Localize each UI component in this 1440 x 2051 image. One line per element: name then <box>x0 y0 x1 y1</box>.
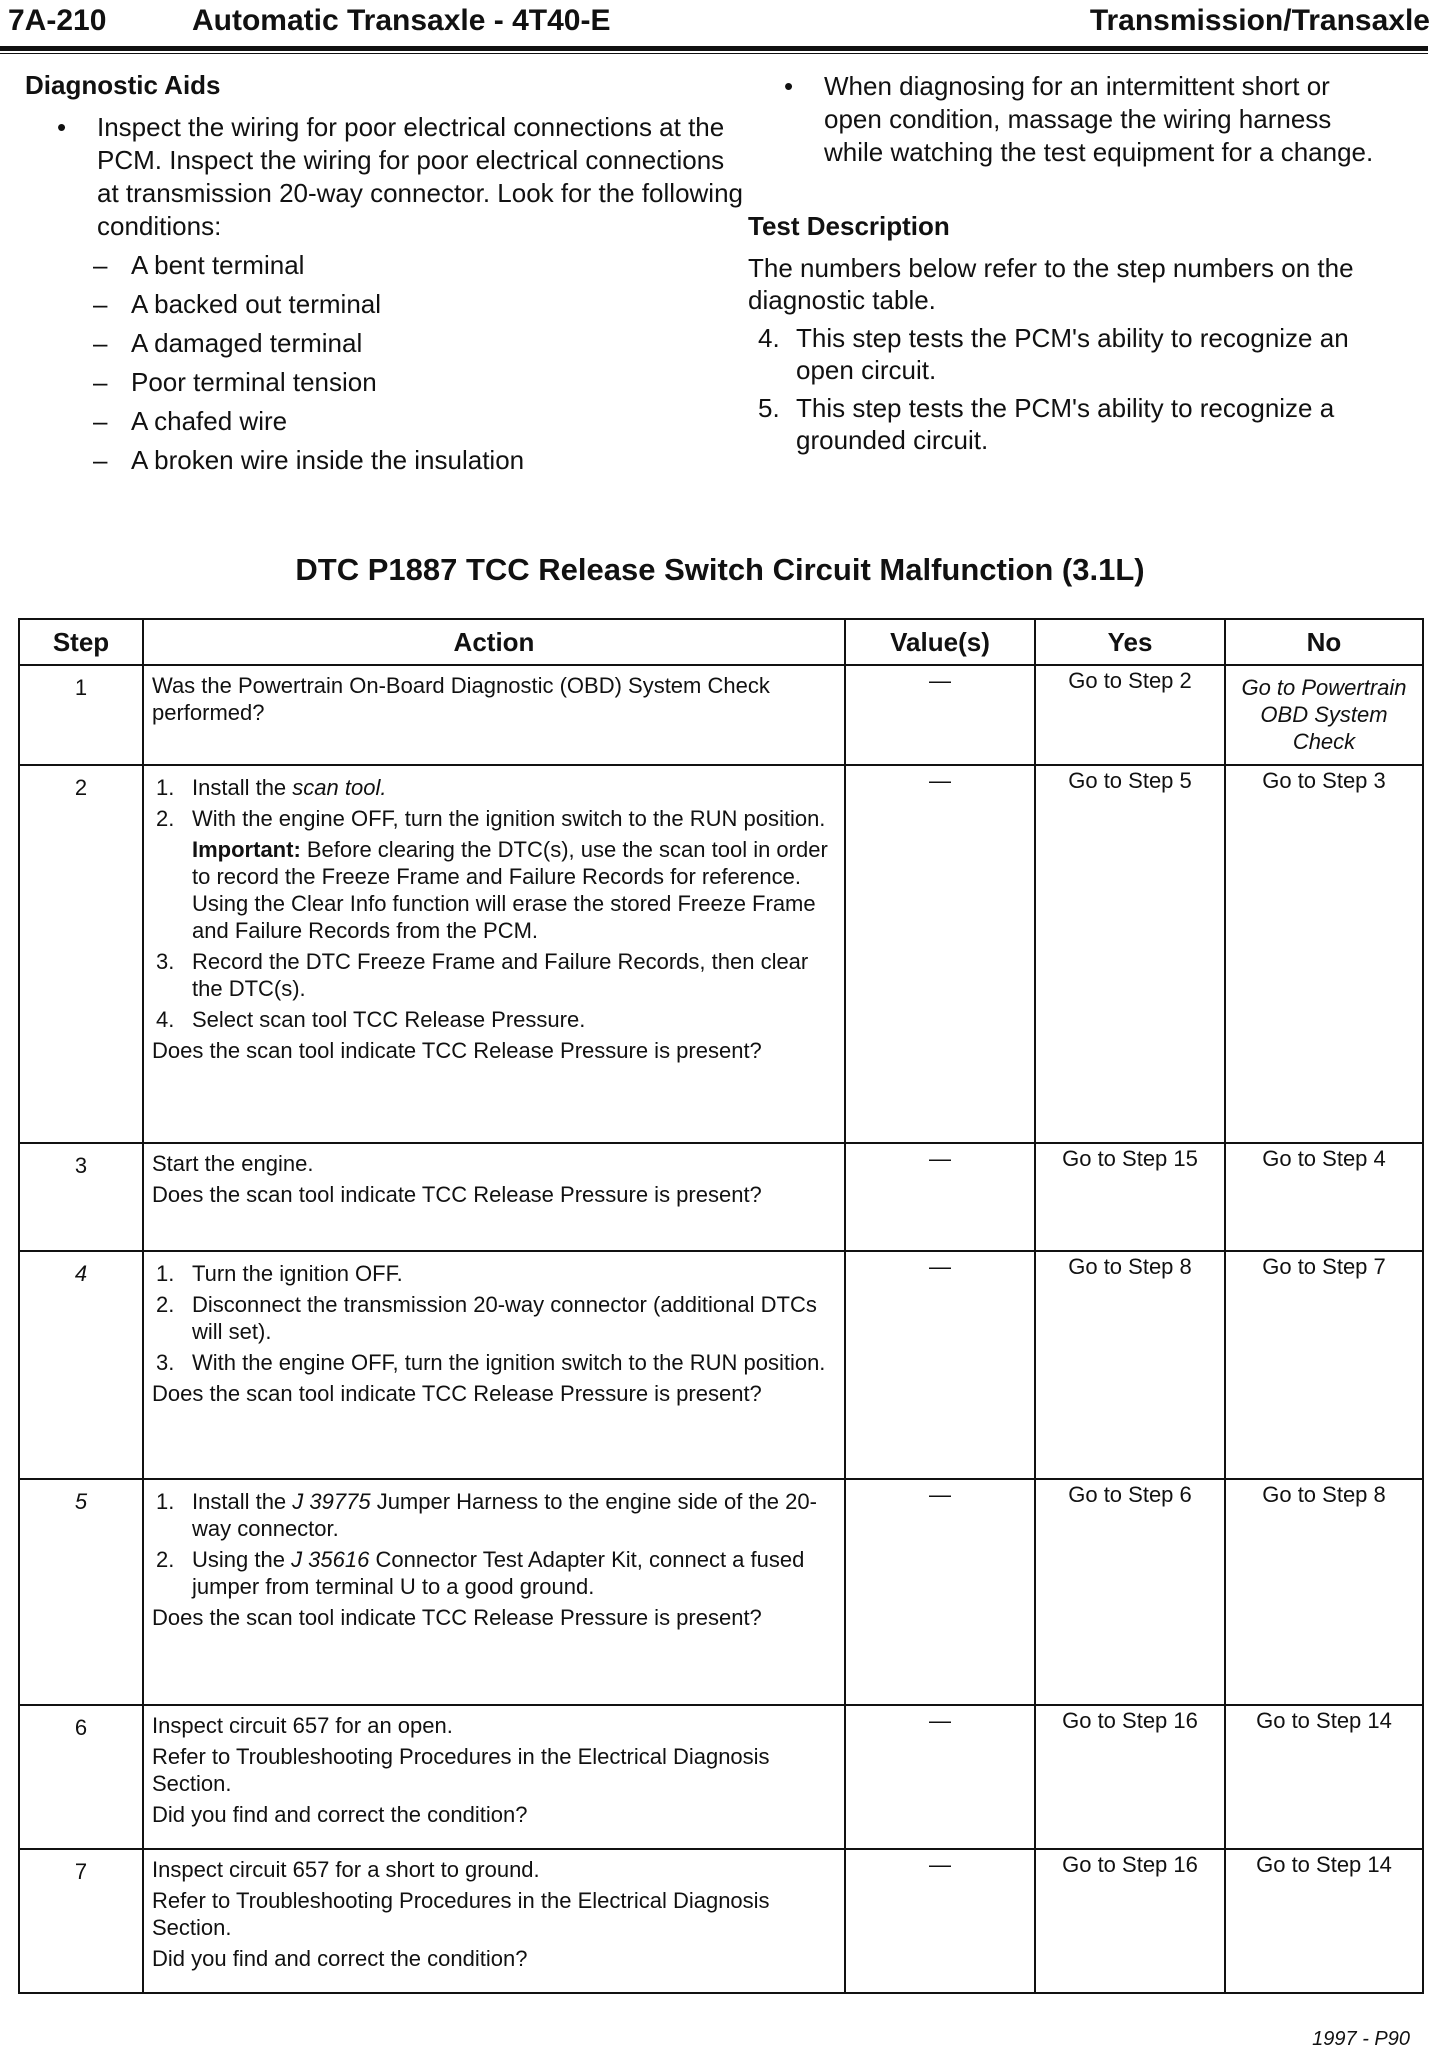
header-rule-thin <box>0 53 1428 54</box>
action-cell: Inspect circuit 657 for a short to ground. Refer to Troubleshooting Procedures in the Electrical Diagnosis Section. Did you find and correct the condition? <box>143 1849 845 1993</box>
yes-cell: Go to Step 2 <box>1035 665 1225 765</box>
table-row <box>19 765 1423 1143</box>
step-number: 2 <box>19 765 143 1143</box>
no-cell: Go to Step 8 <box>1225 1479 1423 1705</box>
value-cell: — <box>845 1251 1035 1479</box>
no-cell: Go to Step 3 <box>1225 765 1423 1143</box>
section-title: Transmission/Transaxle <box>1089 4 1430 37</box>
header-values: Value(s) <box>845 619 1035 665</box>
value-cell: — <box>845 1849 1035 1993</box>
header-action: Action <box>143 619 845 665</box>
value-cell: — <box>845 765 1035 1143</box>
page-title: Automatic Transaxle - 4T40-E <box>192 4 611 37</box>
yes-cell: Go to Step 15 <box>1035 1143 1225 1251</box>
value-cell: — <box>845 665 1035 765</box>
table-row <box>19 1251 1423 1479</box>
table-header-row <box>19 619 1423 665</box>
condition-item: – A damaged terminal <box>93 328 363 358</box>
step-number: 6 <box>19 1705 143 1849</box>
action-cell: Start the engine. Does the scan tool indicate TCC Release Pressure is present? <box>143 1143 845 1251</box>
table-row <box>19 665 1423 765</box>
test-description-title: Test Description <box>748 211 950 241</box>
no-cell: Go to Step 4 <box>1225 1143 1423 1251</box>
table-row <box>19 1705 1423 1849</box>
yes-cell: Go to Step 5 <box>1035 765 1225 1143</box>
diagnostic-table <box>18 618 1424 1994</box>
step-number: 7 <box>19 1849 143 1993</box>
step-number: 1 <box>19 665 143 765</box>
dash-icon: – <box>93 445 108 475</box>
bullet-icon: • <box>57 112 67 142</box>
header-no: No <box>1225 619 1423 665</box>
condition-item: – A bent terminal <box>93 250 305 280</box>
action-cell: 1. Install the J 39775 Jumper Harness to the engine side of the 20-way connector. 2. Using the J 35616 Connector Test Adapter Kit, connect a fused jumper from terminal U to a good ground. Does the scan tool indicate TCC Release Pressure is present? <box>143 1479 845 1705</box>
step-number: 5 <box>19 1479 143 1705</box>
step-number: 4 <box>19 1251 143 1479</box>
action-cell: Inspect circuit 657 for an open. Refer to Troubleshooting Procedures in the Electrical Diagnosis Section. Did you find and correct the condition? <box>143 1705 845 1849</box>
value-cell: — <box>845 1143 1035 1251</box>
no-cell: Go to Step 14 <box>1225 1849 1423 1993</box>
dash-icon: – <box>93 406 108 436</box>
step-number: 3 <box>19 1143 143 1251</box>
action-cell: 1. Install the scan tool. 2. With the engine OFF, turn the ignition switch to the RUN position. Important: Before clearing the DTC(s), use the scan tool in order to record the Freeze Frame and Failure Records for reference. Using the Clear Info function will erase the stored Freeze Frame and Failure Records from the PCM. 3. Record the DTC Freeze Frame and Failure Records, then clear the DTC(s). 4. Select scan tool TCC Release Pressure. Does the scan tool indicate TCC Release Pressure is present? <box>143 765 845 1143</box>
important-note: Important: Before clearing the DTC(s), use the scan tool in order to record the Freeze Frame and Failure Records for reference. Using the Clear Info function will erase the stored Freeze Frame and Failure Records from the PCM. <box>192 837 828 943</box>
yes-cell: Go to Step 16 <box>1035 1849 1225 1993</box>
bullet-text: When diagnosing for an intermittent short or open condition, massage the wiring harness while watching the test equipment for a change. <box>824 71 1374 167</box>
condition-item: – Poor terminal tension <box>93 367 377 397</box>
test-description-item: 5. This step tests the PCM's ability to recognize a grounded circuit. <box>758 393 1335 455</box>
no-cell: Go to Step 7 <box>1225 1251 1423 1479</box>
page-code: 7A-210 <box>8 4 107 37</box>
yes-cell: Go to Step 16 <box>1035 1705 1225 1849</box>
diagnostic-aids-bullet-2 <box>748 70 1388 169</box>
yes-cell: Go to Step 8 <box>1035 1251 1225 1479</box>
test-description-intro: The numbers below refer to the step numbers on the diagnostic table. <box>748 253 1354 315</box>
value-cell: — <box>845 1705 1035 1849</box>
diagnostic-aids <box>25 70 745 477</box>
table-row <box>19 1143 1423 1251</box>
dash-icon: – <box>93 367 108 397</box>
condition-item: – A broken wire inside the insulation <box>93 445 525 475</box>
condition-item: – A backed out terminal <box>93 289 382 319</box>
value-cell: — <box>845 1479 1035 1705</box>
right-column <box>748 70 1388 456</box>
action-cell: Was the Powertrain On-Board Diagnostic (OBD) System Check performed? <box>143 665 845 765</box>
diagnostic-aids-title: Diagnostic Aids <box>25 70 221 100</box>
page-header <box>0 0 1440 52</box>
no-cell: Go to Powertrain OBD System Check <box>1225 665 1423 765</box>
page-footer: 1997 - P90 <box>1312 2028 1410 2050</box>
diagnostic-aids-bullet <box>25 111 745 243</box>
test-description-item: 4. This step tests the PCM's ability to recognize an open circuit. <box>758 323 1349 385</box>
bullet-text: Inspect the wiring for poor electrical connections at the PCM. Inspect the wiring for poor electrical connections at transmission 20-way connector. Look for the following conditions: <box>97 112 744 241</box>
dash-icon: – <box>93 289 108 319</box>
dash-icon: – <box>93 328 108 358</box>
dtc-title: DTC P1887 TCC Release Switch Circuit Malfunction (3.1L) <box>295 552 1145 587</box>
condition-item: – A chafed wire <box>93 406 288 436</box>
bullet-icon: • <box>784 71 794 101</box>
table-row <box>19 1479 1423 1705</box>
action-cell: 1. Turn the ignition OFF. 2. Disconnect the transmission 20-way connector (additional DTCs will set). 3. With the engine OFF, turn the ignition switch to the RUN position. Does the scan tool indicate TCC Release Pressure is present? <box>143 1251 845 1479</box>
yes-cell: Go to Step 6 <box>1035 1479 1225 1705</box>
no-cell: Go to Step 14 <box>1225 1705 1423 1849</box>
dash-icon: – <box>93 250 108 280</box>
header-step: Step <box>19 619 143 665</box>
header-yes: Yes <box>1035 619 1225 665</box>
header-rule <box>0 46 1428 51</box>
table-row <box>19 1849 1423 1993</box>
